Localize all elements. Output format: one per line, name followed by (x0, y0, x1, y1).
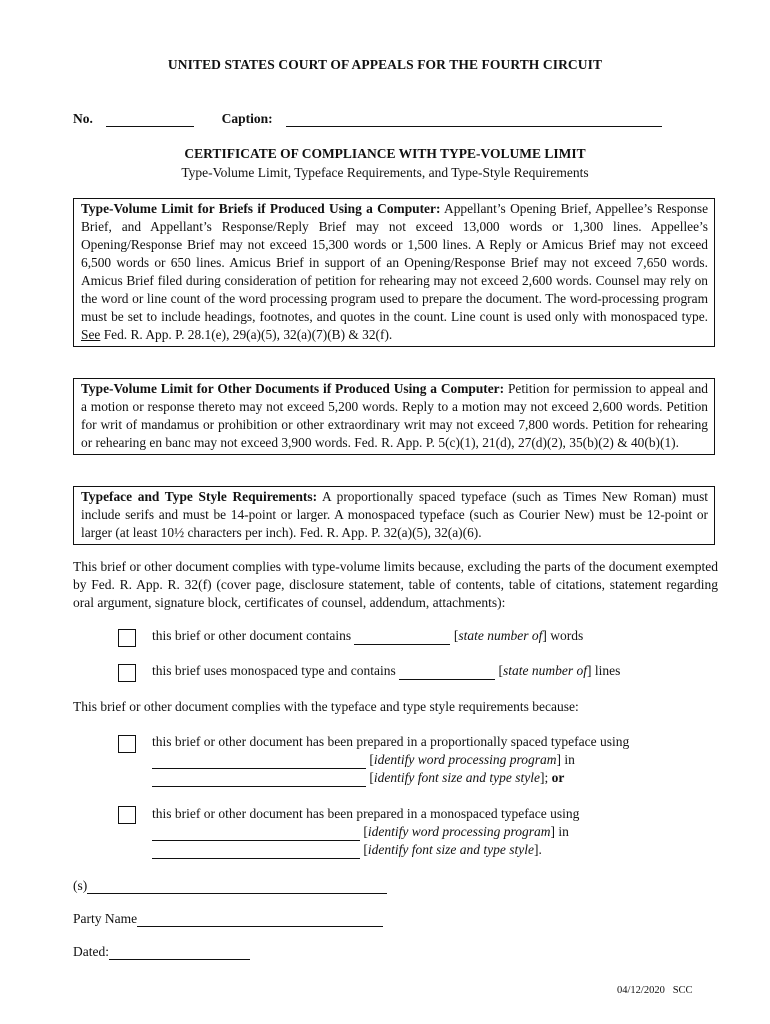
see-reference: See (81, 327, 101, 342)
briefs-limit-heading: Type-Volume Limit for Briefs if Produced Using a Computer: (81, 201, 441, 216)
proportional-typeface-checkbox[interactable] (118, 735, 136, 753)
dated-row (73, 944, 250, 960)
proportional-font-field[interactable] (152, 773, 366, 787)
monospaced-font-field[interactable] (152, 845, 360, 859)
briefs-limit-citation: Fed. R. App. P. 28.1(e), 29(a)(5), 32(a)(7)(B) & 32(f). (100, 327, 393, 342)
dated-label: Dated: (73, 944, 109, 959)
typeface-requirements-box (73, 486, 715, 545)
line-count-checkbox[interactable] (118, 664, 136, 682)
certificate-subtitle: Type-Volume Limit, Typeface Requirements, and Type-Style Requirements (181, 165, 589, 180)
party-name-row (73, 911, 383, 927)
word-count-unit: words (546, 628, 584, 643)
word-count-hint: state number of (458, 628, 543, 643)
other-documents-body: Petition for permission to appeal and a motion or response thereto may not exceed 5,200 words. Reply to a motion may not exceed 2,600 words. Petition for writ of mandamus or prohibition or other extraordinary writ may not exceed 7,800 words. Petition for rehearing or rehearing en banc may not exceed 3,900 words. Fed. R. App. P. 5(c)(1), 21(d), 27(d)(2), 35(b)(2) & 40(b)(1). (81, 381, 708, 450)
word-count-text: this brief or other document contains (152, 628, 355, 643)
line-count-unit: lines (591, 663, 621, 678)
certificate-title: CERTIFICATE OF COMPLIANCE WITH TYPE-VOLUME LIMIT (184, 146, 586, 161)
word-count-checkbox[interactable] (118, 629, 136, 647)
proportional-typeface-option: this brief or other document has been prepared in a proportionally spaced typeface using [identify word processing program] in [identify font size and type style]; or (152, 734, 630, 785)
signature-label: (s) (73, 878, 88, 893)
typeface-compliance-statement: This brief or other document complies with the typeface and type style requirements because: (73, 699, 579, 714)
briefs-limit-box (73, 198, 715, 347)
monospaced-program-field[interactable] (152, 827, 360, 841)
proportional-in-text: in (561, 752, 575, 767)
signature-row (73, 878, 387, 894)
case-number-field[interactable] (106, 113, 194, 127)
monospaced-typeface-option: this brief or other document has been prepared in a monospaced typeface using [identify word processing program] in [identify font size and type style]. (152, 806, 580, 857)
briefs-limit-body: Appellant’s Opening Brief, Appellee’s Response Brief, and Appellant’s Response/Reply Brief may not exceed 13,000 words or 1,300 lines. Appellee’s Opening/Response Brief may not exceed 15,300 words or 1,500 lines. A Reply or Amicus Brief may not exceed 6,500 words or 650 lines. Amicus Brief in support of an Opening/Response Brief may not exceed 7,650 words. Amicus Brief filed during consideration of petition for rehearing may not exceed 2,600 words. Counsel may rely on the word or line count of the word processing program used to prepare the document. The word-processing program must be set to include headings, footnotes, and quotes in the count. Line count is used only with monospaced type. (81, 201, 709, 324)
proportional-font-hint: identify font size and type style (373, 770, 540, 785)
word-count-field[interactable] (354, 631, 450, 645)
other-documents-heading: Type-Volume Limit for Other Documents if Produced Using a Computer: (81, 381, 505, 396)
caption-row (73, 111, 662, 127)
signature-field[interactable] (87, 880, 387, 894)
party-name-field[interactable] (137, 913, 383, 927)
proportional-program-field[interactable] (152, 755, 366, 769)
monospaced-program-hint: identify word processing program (367, 824, 551, 839)
court-title: UNITED STATES COURT OF APPEALS FOR THE FOURTH CIRCUIT (167, 57, 603, 72)
caption-label: Caption: (221, 111, 273, 126)
line-count-field[interactable] (399, 666, 495, 680)
form-revision-code: 04/12/2020 SCC (617, 985, 693, 996)
word-count-option: this brief or other document contains [state number of] words (152, 628, 584, 643)
monospaced-in-text: in (555, 824, 569, 839)
proportional-program-hint: identify word processing program (373, 752, 557, 767)
caption-field[interactable] (286, 113, 662, 127)
dated-field[interactable] (109, 946, 250, 960)
line-count-hint: state number of (502, 663, 587, 678)
monospaced-font-hint: identify font size and type style (367, 842, 534, 857)
other-documents-limit-box (73, 378, 715, 455)
or-connector: or (551, 770, 565, 785)
monospaced-typeface-text: this brief or other document has been prepared in a monospaced typeface using (152, 806, 580, 821)
volume-compliance-statement: This brief or other document complies with type-volume limits because, excluding the parts of the document exempted by Fed. R. App. R. 32(f) (cover page, disclosure statement, table of contents, table of citations, statement regarding oral argument, signature block, certificates of counsel, addendum, attachments): (73, 559, 718, 610)
proportional-typeface-text: this brief or other document has been prepared in a proportionally spaced typeface using (152, 734, 630, 749)
line-count-text: this brief uses monospaced type and contains (152, 663, 400, 678)
proportional-end-text: ; (544, 770, 552, 785)
typeface-requirements-heading: Typeface and Type Style Requirements: (81, 489, 318, 504)
line-count-option: this brief uses monospaced type and contains [state number of] lines (152, 663, 621, 678)
monospaced-typeface-checkbox[interactable] (118, 806, 136, 824)
case-number-label: No. (73, 111, 93, 126)
monospaced-end-text: . (538, 842, 542, 857)
typeface-requirements-body: A proportionally spaced typeface (such as Times New Roman) must include serifs and must be 14-point or larger. A monospaced typeface (such as Courier New) must be 12-point or larger (at least 10½ characters per inch). Fed. R. App. P. 32(a)(5), 32(a)(6). (81, 489, 708, 540)
party-name-label: Party Name (73, 911, 138, 926)
